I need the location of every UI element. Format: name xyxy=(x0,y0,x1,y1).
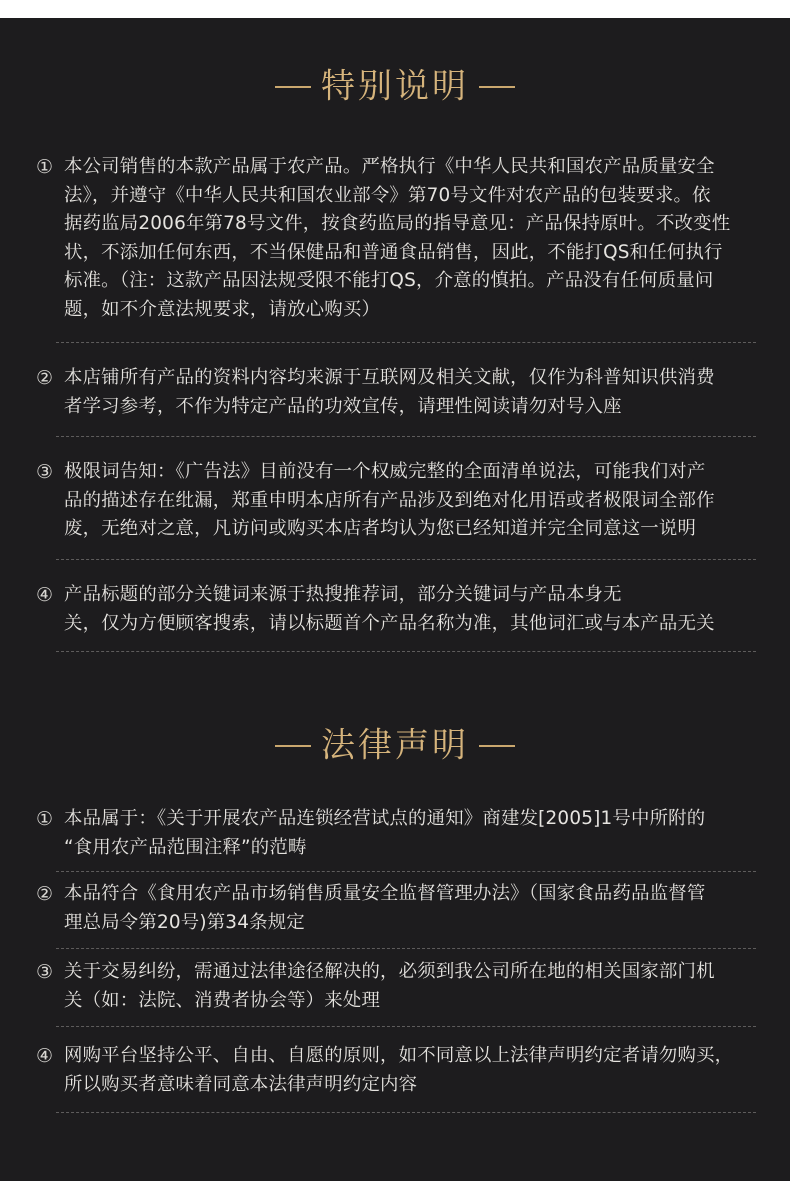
dashed-divider xyxy=(56,948,756,949)
item-text: 本品属于：《关于开展农产品连锁经营试点的通知》商建发[2005]1号中所附的 “食用农产品范围注释”的范畴 xyxy=(64,808,706,858)
item-number: ③ xyxy=(36,461,54,483)
notice-page xyxy=(0,18,790,1181)
legal-statement-item-3 xyxy=(36,958,760,1015)
legal-statement-heading xyxy=(0,722,790,768)
dashed-divider xyxy=(56,436,756,437)
legal-statement-item-2 xyxy=(36,880,760,937)
special-notice-item-2 xyxy=(36,364,760,421)
item-text: 本品符合《食用农产品市场销售质量安全监督管理办法》（国家食品药品监督管 理总局令第20号)第34条规定 xyxy=(64,883,706,933)
item-text: 极限词告知：《广告法》目前没有一个权威完整的全面清单说法，可能我们对产 品的描述存在纰漏，郑重申明本店所有产品涉及到绝对化用语或者极限词全部作 废，无绝对之意，凡访问或购买本店者均认为您已经知道并完全同意这一说明 xyxy=(64,461,715,539)
legal-statement-item-1 xyxy=(36,805,760,862)
dashed-divider xyxy=(56,651,756,652)
legal-statement-item-4 xyxy=(36,1042,760,1099)
item-text: 网购平台坚持公平、自由、自愿的原则，如不同意以上法律声明约定者请勿购买， 所以购买者意味着同意本法律声明约定内容 xyxy=(64,1045,734,1095)
special-notice-item-1 xyxy=(36,153,760,324)
legal-statement-title: 法律声明 xyxy=(321,725,469,766)
item-text: 本公司销售的本款产品属于农产品。严格执行《中华人民共和国农产品质量安全 法》，并遵守《中华人民共和国农业部令》第70号文件对农产品的包装要求。依 据药监局2006年第78号文件，按食药监局的指导意见：产品保持原叶。不改变性 状，不添加任何东西，不当保健品和普通食品销售，因此，不能打QS和任何执行 标准。（注：这款产品因法规受限不能打QS，介意的慎拍。产品没有任何质量问 题，如不介意法规要求，请放心购买） xyxy=(64,156,731,320)
special-notice-item-3 xyxy=(36,458,760,544)
item-number: ① xyxy=(36,808,54,830)
item-number: ② xyxy=(36,367,54,389)
item-number: ④ xyxy=(36,584,54,606)
item-text: 产品标题的部分关键词来源于热搜推荐词，部分关键词与产品本身无 关，仅为方便顾客搜索，请以标题首个产品名称为准，其他词汇或与本产品无关 xyxy=(64,584,715,634)
item-number: ④ xyxy=(36,1045,54,1067)
item-number: ③ xyxy=(36,961,54,983)
title-left-dash xyxy=(275,86,311,88)
special-notice-item-4 xyxy=(36,581,760,638)
special-notice-heading xyxy=(0,63,790,109)
item-number: ② xyxy=(36,883,54,905)
dashed-divider xyxy=(56,1026,756,1027)
item-number: ① xyxy=(36,156,54,178)
dashed-divider xyxy=(56,1112,756,1113)
item-text: 本店铺所有产品的资料内容均来源于互联网及相关文献，仅作为科普知识供消费 者学习参考，不作为特定产品的功效宣传，请理性阅读请勿对号入座 xyxy=(64,367,715,417)
title-right-dash xyxy=(479,86,515,88)
dashed-divider xyxy=(56,871,756,872)
title-left-dash xyxy=(275,745,311,747)
dashed-divider xyxy=(56,342,756,343)
title-right-dash xyxy=(479,745,515,747)
dashed-divider xyxy=(56,559,756,560)
special-notice-title: 特别说明 xyxy=(321,66,469,107)
item-text: 关于交易纠纷，需通过法律途径解决的，必须到我公司所在地的相关国家部门机 关（如：法院、消费者协会等）来处理 xyxy=(64,961,715,1011)
